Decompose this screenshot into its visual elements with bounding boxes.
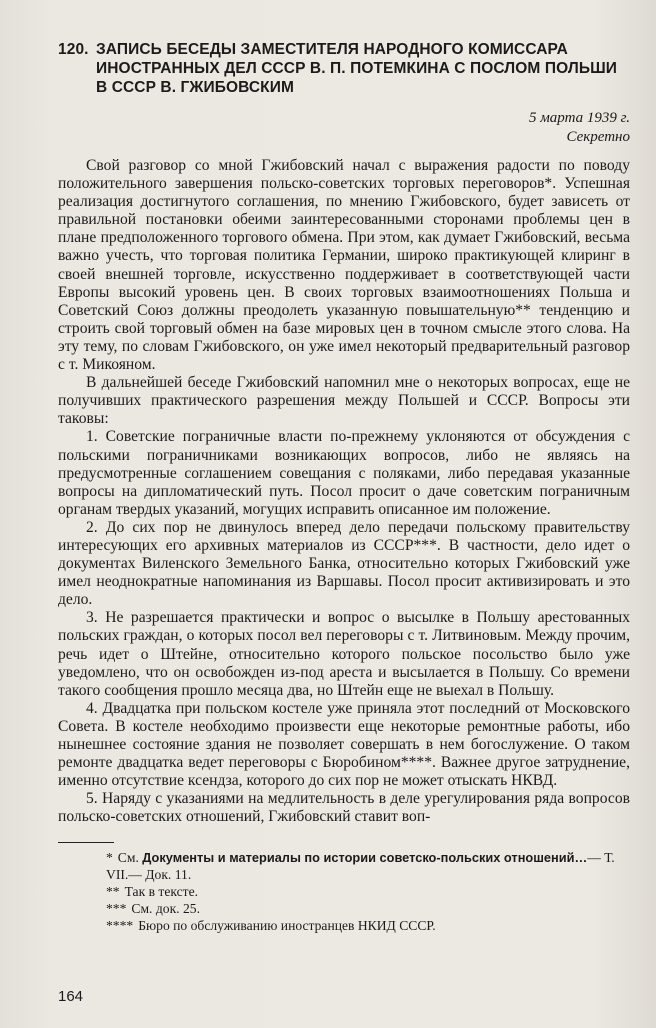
footnote-mark: **	[106, 884, 120, 900]
document-heading: ЗАПИСЬ БЕСЕДЫ ЗАМЕСТИТЕЛЯ НАРОДНОГО КОМИССАРА ИНОСТРАННЫХ ДЕЛ СССР В. П. ПОТЕМКИНА С ПОСЛОМ ПОЛЬШИ В СССР В. ГЖИБОВСКИМ	[96, 41, 617, 96]
document-title	[58, 40, 630, 97]
paragraph: 3. Не разрешается практически и вопрос о высылке в Польшу арестованных польских граждан, о которых посол вел переговоры с т. Литвиновым. Между прочим, речь идет о Штейне, относительно которого польское посольство было уже уведомлено, что он освобожден из-под ареста и высылается в Польшу. Со времени такого сообщения прошло месяца два, но Штейн еще не выехал в Польшу.	[58, 609, 630, 699]
document-classification: Секретно	[566, 129, 630, 145]
paragraph: 5. Наряду с указаниями на медлительность в деле урегулирования ряда вопросов польско-советских отношений, Гжибовский ставит воп-	[58, 790, 630, 826]
footnote	[58, 849, 630, 883]
footnote	[58, 900, 630, 917]
footnote-mark: ***	[106, 901, 127, 917]
document-body	[58, 157, 630, 826]
footnote	[58, 883, 630, 900]
footnote-source-rest: — Т. VII.— Док. 11.	[106, 850, 615, 883]
footnote-mark: ****	[106, 918, 134, 934]
footnote-text: См. док. 25.	[131, 901, 200, 917]
footnote-divider	[58, 842, 114, 843]
footnote-text: Бюро по обслуживанию иностранцев НКИД СССР.	[138, 918, 436, 934]
paragraph: 1. Советские пограничные власти по-прежнему уклоняются от обсуждения с польскими пограничниками возникающих вопросов, либо не являясь на предусмотренные соглашением совещания с поляками, либо передавая указанные вопросы на дипломатический путь. Посол просит о даче советским пограничным органам твердых указаний, могущих исправить описанное им положение.	[58, 428, 630, 518]
footnote	[58, 917, 630, 934]
footnote-mark: *	[106, 850, 113, 866]
paragraph: 2. До сих пор не двинулось вперед дело передачи польскому правительству интересующих его архивных материалов из СССР***. В частности, дело идет о документах Виленского Земельного Банка, относительно которых Гжибовский уже имел неоднократные напоминания из Варшавы. Посол просит активизировать и это дело.	[58, 518, 630, 609]
footnotes	[58, 849, 630, 934]
document-meta	[58, 109, 630, 147]
paragraph: 4. Двадцатка при польском костеле уже приняла этот последний от Московского Совета. В костеле необходимо произвести еще некоторые ремонтные работы, ибо нынешнее состояние здания не позволяет совершать в нем богослужение. О таком ремонте двадцатка ведет переговоры с Бюробином****. Важнее другое затруднение, именно отсутствие ксендза, которого до сих пор не может отыскать НКВД.	[58, 699, 630, 790]
footnote-text: Так в тексте.	[124, 884, 199, 900]
footnote-prefix: См.	[117, 850, 139, 866]
document-date: 5 марта 1939 г.	[528, 110, 630, 126]
footnote-source-title: Документы и материалы по истории советско-польских отношений…	[142, 850, 588, 866]
document-number: 120.	[58, 41, 89, 58]
page-number: 164	[58, 988, 84, 1005]
paragraph: В дальнейшей беседе Гжибовский напомнил мне о некоторых вопросах, еще не получивших практического разрешения между Польшей и СССР. Вопросы эти таковы:	[58, 374, 630, 428]
paragraph: Свой разговор со мной Гжибовский начал с выражения радости по поводу положительного завершения польско-советских торговых переговоров*. Успешная реализация достигнутого соглашения, по мнению Гжибовского, будет зависеть от правильной постановки обеими заинтересованными сторонами проблемы цен в плане предположенного торгового обмена. При этом, как думает Гжибовский, весьма важно учесть, что торговая политика Германии, широко практикующей клиринг в своей внешней торговле, искусственно поддерживает в соответствующей части Европы высокий уровень цен. В своих торговых взаимоотношениях Польша и Советский Союз должны преодолеть указанную повышательную** тенденцию и строить свой торговый обмен на базе мировых цен в точном смысле этого слова. На эту тему, по словам Гжибовского, он уже имел некоторый предварительный разговор с т. Микояном.	[58, 157, 630, 374]
